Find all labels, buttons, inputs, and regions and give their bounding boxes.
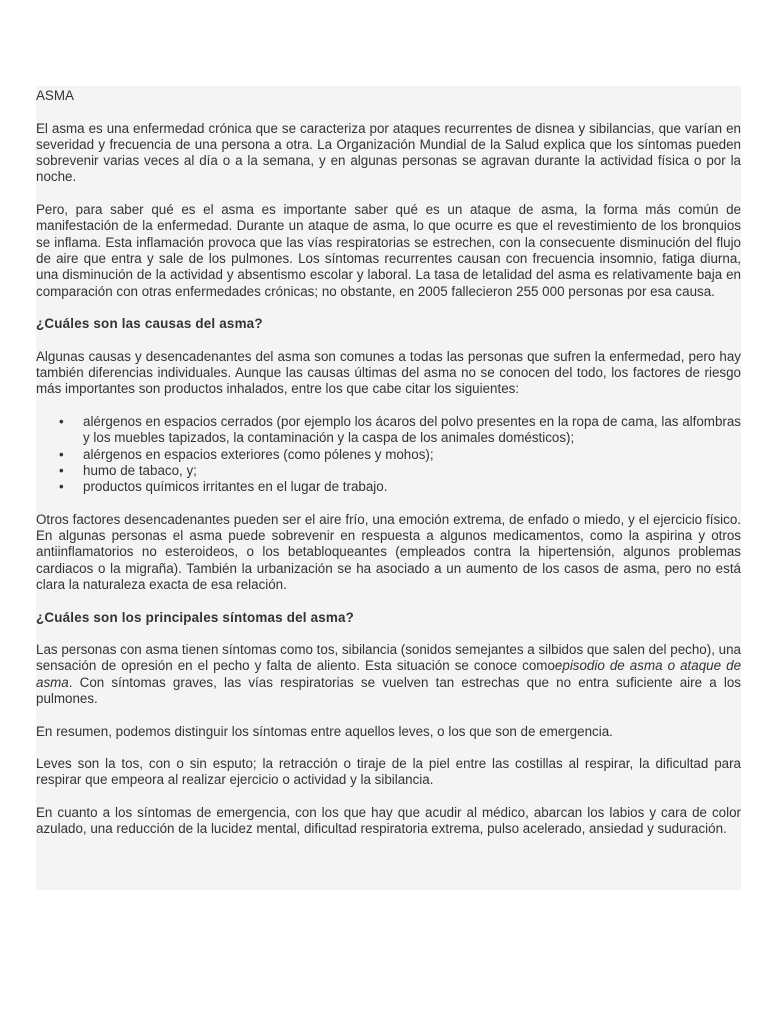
bullet-icon: • <box>59 462 64 478</box>
list-item-text: alérgenos en espacios cerrados (por ejemplo los ácaros del polvo presentes en la ropa de cama, las alfombras y los muebles tapizados, la contaminación y la caspa de los animales domésticos); <box>83 413 741 446</box>
symptoms-text-end: . Con síntomas graves, las vías respiratorias se vuelven tan estrechas que no entra suficiente aire a los pulmones. <box>36 674 741 706</box>
document-page <box>36 86 741 890</box>
list-item <box>36 414 741 447</box>
symptoms-text-start: Las personas con asma tienen síntomas como tos, sibilancia (sonidos semejantes a silbidos que salen del pecho), una sensación de opresión en el pecho y falta de aliento. Esta situación se conoce como <box>36 642 741 674</box>
paragraph-mild: Leves son la tos, con o sin esputo; la retracción o tiraje de la piel entre las costillas al respirar, la dificultad para respirar que empeora al realizar ejercicio o actividad y la sibilancia. <box>36 756 741 788</box>
list-item <box>36 447 741 463</box>
paragraph-intro: El asma es una enfermedad crónica que se caracteriza por ataques recurrentes de disnea y sibilancias, que varían en severidad y frecuencia de una persona a otra. La Organización Mundial de la Salud explica que los síntomas pueden sobrevenir varias veces al día o a la semana, y en algunas personas se agravan durante la actividad física o por la noche. <box>36 120 741 185</box>
bullet-icon: • <box>59 479 64 495</box>
heading-symptoms: ¿Cuáles son los principales síntomas del asma? <box>36 609 355 625</box>
document-body <box>36 88 741 838</box>
bullet-icon: • <box>59 446 64 462</box>
document-title: ASMA <box>36 88 74 103</box>
risk-factor-list <box>36 414 741 495</box>
list-item <box>36 479 741 495</box>
list-item-text: alérgenos en espacios exteriores (como pólenes y mohos); <box>83 446 434 462</box>
paragraph-summary: En resumen, podemos distinguir los síntomas entre aquellos leves, o los que son de emergencia. <box>36 723 613 739</box>
heading-causes: ¿Cuáles son las causas del asma? <box>36 316 263 332</box>
paragraph-emergency: En cuanto a los síntomas de emergencia, con los que hay que acudir al médico, abarcan los labios y cara de color azulado, una reducción de la lucidez mental, dificultad respiratoria extrema, pulso acelerado, ansiedad y suduración. <box>36 805 741 837</box>
symptoms-text-emphasis: episodio de asma o ataque de asma <box>36 658 742 690</box>
list-item-text: humo de tabaco, y; <box>83 462 197 478</box>
paragraph-attack: Pero, para saber qué es el asma es importante saber qué es un ataque de asma, la forma más común de manifestación de la enfermedad. Durante un ataque de asma, lo que ocurre es que el revestimiento de los bronquios se inflama. Esta inflamación provoca que las vías respiratorias se estrechen, con la consecuente disminución del flujo de aire que entra y sale de los pulmones. Los síntomas recurrentes causan con frecuencia insomnio, fatiga diurna, una disminución de la actividad y absentismo escolar y laboral. La tasa de letalidad del asma es relativamente baja en comparación con otras enfermedades crónicas; no obstante, en 2005 fallecieron 255 000 personas por esa causa. <box>36 202 741 299</box>
paragraph-causes: Algunas causas y desencadenantes del asma son comunes a todas las personas que sufren la enfermedad, pero hay también diferencias individuales. Aunque las causas últimas del asma no se conocen del todo, los factores de riesgo más importantes son productos inhalados, entre los que cabe citar los siguientes: <box>36 348 741 397</box>
paragraph-symptoms <box>36 642 741 707</box>
list-item-text: productos químicos irritantes en el lugar de trabajo. <box>83 479 388 495</box>
list-item <box>36 463 741 479</box>
bullet-icon: • <box>59 413 64 429</box>
paragraph-triggers: Otros factores desencadenantes pueden ser el aire frío, una emoción extrema, de enfado o miedo, y el ejercicio físico. En algunas personas el asma puede sobrevenir en respuesta a algunos medicamentos, como la aspirina y otros antiinflamatorios no esteroideos, o los betabloqueantes (empleados contra la hipertensión, algunos problemas cardiacos o la migraña). También la urbanización se ha asociado a un aumento de los casos de asma, pero no está clara la naturaleza exacta de esa relación. <box>36 511 741 592</box>
